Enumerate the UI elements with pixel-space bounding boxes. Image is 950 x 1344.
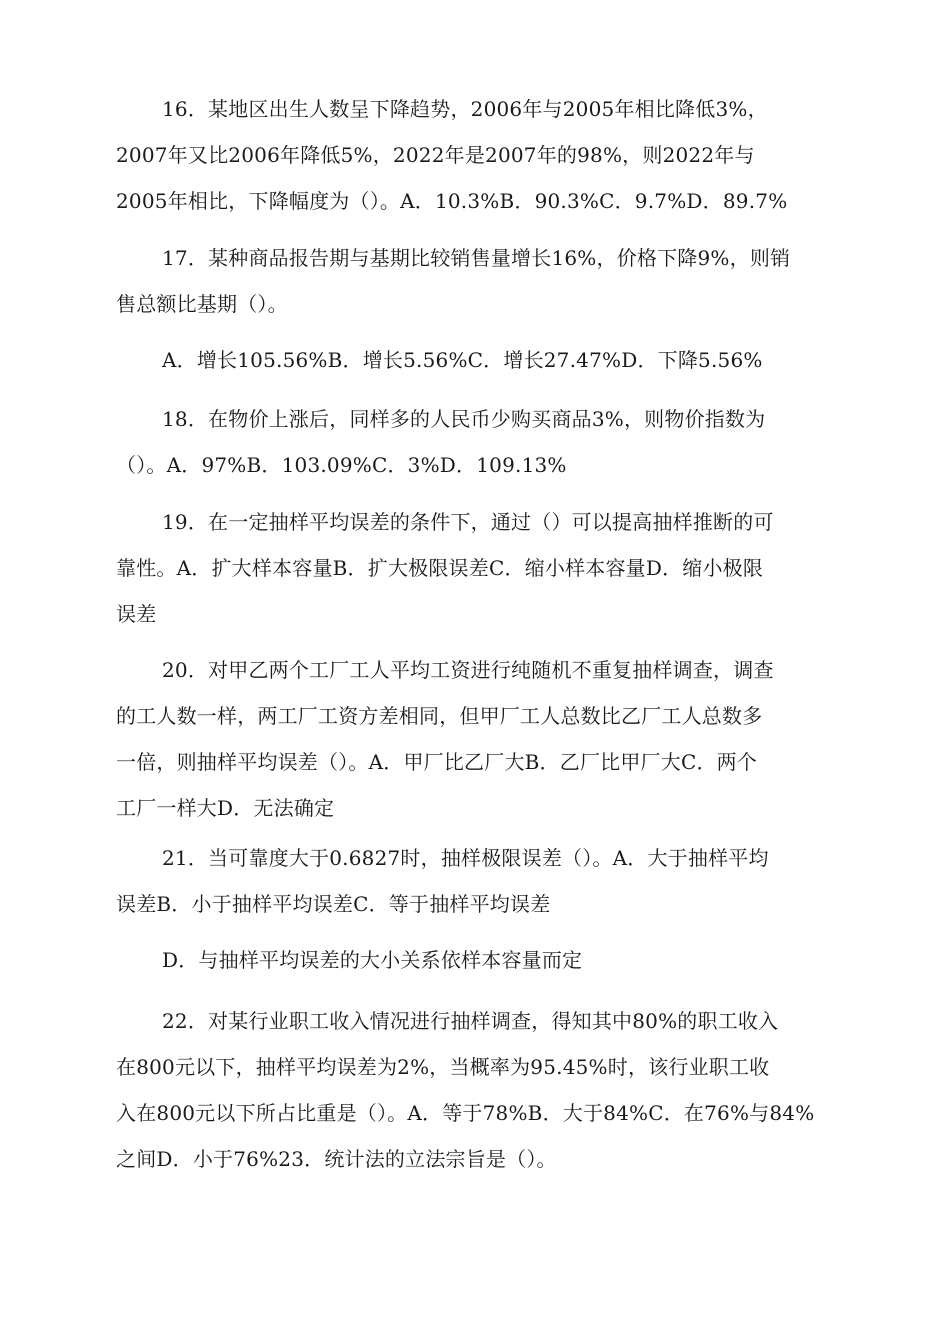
text-line: 22．对某行业职工收入情况进行抽样调查，得知其中80%的职工收入 — [162, 1009, 779, 1033]
question-18 — [116, 396, 846, 488]
question-17-options — [116, 337, 846, 383]
text-line: 21．当可靠度大于0.6827时，抽样极限误差（）。A．大于抽样平均 — [162, 846, 769, 870]
question-19 — [116, 499, 846, 637]
text-line: 19．在一定抽样平均误差的条件下，通过（）可以提高抽样推断的可 — [162, 510, 774, 534]
text-line: A．增长105.56%B．增长5.56%C．增长27.47%D．下降5.56% — [162, 348, 763, 372]
text-line: 在800元以下，抽样平均误差为2%，当概率为95.45%时，该行业职工收 — [116, 1055, 770, 1079]
text-line: 入在800元以下所占比重是（）。A．等于78%B．大于84%C．在76%与84% — [116, 1101, 815, 1125]
text-line: （）。A．97%B．103.09%C．3%D．109.13% — [116, 453, 567, 477]
text-line: 工厂一样大D．无法确定 — [116, 796, 335, 820]
text-line: 误差 — [116, 602, 157, 626]
text-line: 17．某种商品报告期与基期比较销售量增长16%，价格下降9%，则销 — [162, 246, 791, 270]
text-line: 的工人数一样，两工厂工资方差相同，但甲厂工人总数比乙厂工人总数多 — [116, 704, 763, 728]
question-17 — [116, 235, 846, 327]
text-line: D．与抽样平均误差的大小关系依样本容量而定 — [162, 948, 583, 972]
text-line: 16．某地区出生人数呈下降趋势，2006年与2005年相比降低3%， — [162, 97, 768, 121]
text-line: 之间D．小于76%23．统计法的立法宗旨是（）。 — [116, 1147, 557, 1171]
text-line: 一倍，则抽样平均误差（）。A．甲厂比乙厂大B．乙厂比甲厂大C．两个 — [116, 750, 758, 774]
question-21 — [116, 835, 846, 927]
text-line: 2005年相比，下降幅度为（）。A．10.3%B．90.3%C．9.7%D．89.7% — [116, 189, 788, 213]
text-line: 售总额比基期（）。 — [116, 292, 288, 316]
text-line: 20．对甲乙两个工厂工人平均工资进行纯随机不重复抽样调查，调查 — [162, 658, 774, 682]
text-line: 靠性。A．扩大样本容量B．扩大极限误差C．缩小样本容量D．缩小极限 — [116, 556, 764, 580]
text-line: 2007年又比2006年降低5%，2022年是2007年的98%，则2022年与 — [116, 143, 755, 167]
text-line: 18．在物价上涨后，同样多的人民币少购买商品3%，则物价指数为 — [162, 407, 766, 431]
text-line: 误差B．小于抽样平均误差C．等于抽样平均误差 — [116, 892, 551, 916]
question-22 — [116, 998, 846, 1182]
question-20 — [116, 647, 846, 831]
question-21-option-d — [116, 937, 846, 983]
question-16 — [116, 86, 846, 224]
